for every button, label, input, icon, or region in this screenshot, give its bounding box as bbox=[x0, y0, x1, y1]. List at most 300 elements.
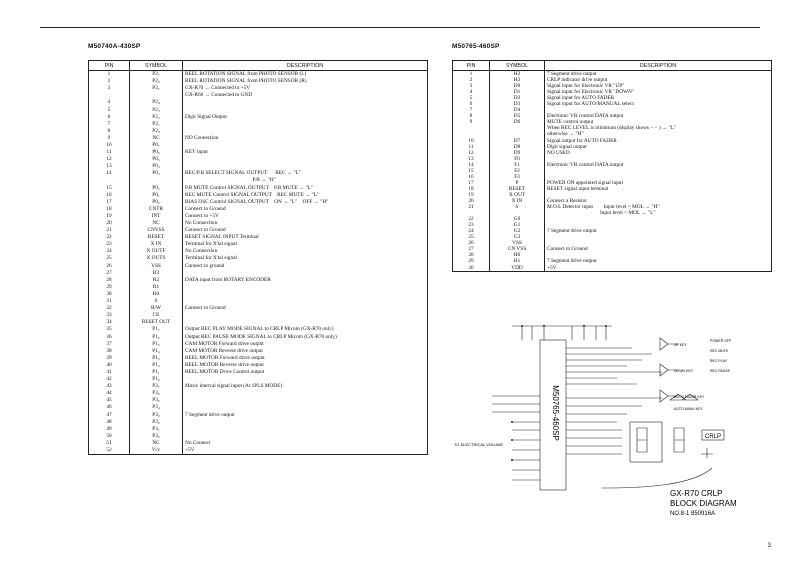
pin-description: CRLP indicator drive output bbox=[545, 77, 772, 83]
caption-line-1: GX-R70 CRLP bbox=[670, 489, 723, 498]
pin-number: 50 bbox=[106, 432, 112, 439]
pin-symbol: P1₂ bbox=[130, 362, 183, 369]
pin-symbol: P2₇ bbox=[130, 71, 183, 79]
table-row bbox=[89, 156, 428, 163]
pin-number: 19 bbox=[106, 212, 112, 219]
pin-number: 26 bbox=[106, 262, 112, 269]
pin-number: 28 bbox=[468, 252, 474, 259]
pin-description: POWER ON appointed signal input bbox=[545, 180, 772, 186]
pin-description bbox=[183, 298, 428, 305]
pin-description bbox=[183, 99, 428, 106]
pin-description bbox=[183, 156, 428, 163]
pin-number: 41 bbox=[106, 368, 112, 375]
pin-symbol: S bbox=[490, 204, 545, 210]
pin-number: 17 bbox=[106, 198, 112, 205]
pin-description bbox=[183, 270, 428, 277]
table-row bbox=[89, 199, 428, 206]
pin-symbol: CNVSS bbox=[130, 227, 183, 234]
pin-symbol: X OUTF bbox=[130, 248, 183, 255]
pin-description bbox=[183, 128, 428, 135]
pin-number: 35 bbox=[106, 326, 112, 333]
pin-description: Signal input for AUTO/MANUAL select bbox=[545, 101, 772, 107]
right-pin-table bbox=[452, 60, 772, 272]
button-label: AUTO FADER KEY bbox=[674, 395, 705, 399]
pin-number: 29 bbox=[106, 283, 112, 290]
pin-number bbox=[89, 177, 130, 184]
table-row bbox=[89, 362, 428, 369]
pin-number: 36 bbox=[106, 333, 112, 340]
pin-number: 27 bbox=[468, 246, 474, 253]
pin-number: 27 bbox=[106, 269, 112, 276]
pin-description: 7 Segment drive output bbox=[545, 228, 772, 234]
pin-number: 13 bbox=[106, 163, 112, 170]
pin-symbol: P0₅ bbox=[130, 156, 183, 163]
table-row bbox=[89, 99, 428, 106]
pin-symbol: P3₀ bbox=[130, 433, 183, 440]
pin-description bbox=[183, 121, 428, 128]
top-rule bbox=[40, 27, 760, 28]
pin-symbol bbox=[130, 92, 183, 99]
pin-number: 25 bbox=[468, 234, 474, 241]
pin-number: 44 bbox=[106, 390, 112, 397]
pin-number: 4 bbox=[107, 99, 111, 106]
table-row bbox=[89, 305, 428, 312]
pin-description: BIAS OSC Control SIGNAL OUTPUT ON → "L" OFF → "H" bbox=[183, 199, 428, 206]
pin-description bbox=[183, 284, 428, 291]
pin-symbol: RESET OUT bbox=[130, 319, 183, 326]
pin-number: 6 bbox=[107, 113, 111, 120]
pin-description bbox=[183, 312, 428, 319]
table-row bbox=[89, 383, 428, 390]
table-row bbox=[89, 142, 428, 149]
button-label: AUTO MANU KEY bbox=[674, 407, 703, 411]
pin-symbol: D5 bbox=[490, 113, 545, 119]
pin-symbol: F3 bbox=[490, 174, 545, 180]
caption-line-3: NO.8-1 850916A bbox=[670, 511, 716, 517]
pin-number: 23 bbox=[106, 241, 112, 248]
pin-number: 37 bbox=[106, 340, 112, 347]
table-row bbox=[89, 78, 428, 85]
pin-symbol: P1₇ bbox=[130, 326, 183, 333]
pin-description: Connect a Resistor bbox=[545, 198, 772, 204]
table-row bbox=[89, 163, 428, 170]
pin-number: 10 bbox=[106, 141, 112, 148]
pin-number: 30 bbox=[106, 290, 112, 297]
pin-number: 14 bbox=[468, 161, 474, 168]
pin-description: Connect to Ground bbox=[545, 246, 772, 252]
pin-description bbox=[183, 142, 428, 149]
pin-description: MUTE control output bbox=[545, 119, 772, 125]
pin-number: 43 bbox=[106, 383, 112, 390]
table-row bbox=[89, 135, 428, 142]
table-row bbox=[89, 121, 428, 128]
table-row bbox=[89, 298, 428, 305]
pin-symbol: P3₆ bbox=[130, 390, 183, 397]
pin-description: RESET signal input terminal bbox=[545, 186, 772, 192]
pin-description: Terminal for X'tal signal bbox=[183, 255, 428, 262]
pin-number: 24 bbox=[106, 248, 112, 255]
pin-description bbox=[183, 426, 428, 433]
pin-number: 22 bbox=[468, 216, 474, 223]
table-row bbox=[89, 234, 428, 241]
button-label: DOWN KEY bbox=[674, 369, 694, 373]
pin-symbol: F2 bbox=[490, 168, 545, 174]
pin-symbol: H0 bbox=[490, 252, 545, 258]
pin-description: CAM MOTOR Reverse drive output bbox=[183, 348, 428, 355]
table-row bbox=[453, 265, 772, 272]
pin-number: 31 bbox=[106, 298, 112, 305]
pin-number: 20 bbox=[468, 198, 474, 204]
pin-symbol: CN VSS bbox=[490, 246, 545, 252]
pin-description bbox=[183, 404, 428, 411]
table-row bbox=[89, 348, 428, 355]
pin-symbol: G1 bbox=[490, 222, 545, 228]
pin-description: DATA input from ROTARY ENCODER bbox=[183, 277, 428, 284]
pin-description bbox=[183, 163, 428, 170]
table-row bbox=[89, 284, 428, 291]
pin-symbol: G3 bbox=[490, 234, 545, 240]
table-row bbox=[89, 185, 428, 192]
right-table-title: M50765-460SP bbox=[452, 43, 500, 50]
pin-symbol: Vcc bbox=[130, 447, 183, 455]
pin-number: 5 bbox=[469, 95, 473, 102]
pin-number: 11 bbox=[468, 143, 474, 150]
pin-description: Output REC PAUSE MODE SIGNAL to CRLP Micom (GX-R70 only) bbox=[183, 333, 428, 340]
output-label: POWER OFF bbox=[710, 339, 732, 343]
pin-description: REEL ROTATION SIGNAL from PHOTO SENSOR (L) bbox=[183, 71, 428, 79]
pin-description: +5V bbox=[183, 447, 428, 455]
table-row bbox=[89, 426, 428, 433]
table-row bbox=[89, 106, 428, 113]
pin-symbol: H1 bbox=[490, 258, 545, 264]
table-row bbox=[89, 355, 428, 362]
table-row bbox=[89, 390, 428, 397]
chip-label: M50765-460SP bbox=[551, 385, 560, 441]
pin-symbol: VDD bbox=[490, 265, 545, 272]
pin-symbol: G0 bbox=[490, 216, 545, 222]
table-row bbox=[89, 333, 428, 340]
pin-number: 1 bbox=[107, 71, 111, 78]
pin-symbol: VSS bbox=[490, 240, 545, 246]
table-row bbox=[89, 419, 428, 426]
pin-symbol: P2₃ bbox=[130, 106, 183, 113]
pin-symbol: P3₂ bbox=[130, 419, 183, 426]
pin-number: 2 bbox=[107, 78, 111, 85]
pin-description: Connect to ground bbox=[183, 263, 428, 270]
pin-description: REEL MOTOR Forward drive output bbox=[183, 355, 428, 362]
pin-description: REEL MOTOR Drive Control output bbox=[183, 369, 428, 376]
table-row bbox=[89, 447, 428, 455]
table-row bbox=[89, 206, 428, 213]
pin-symbol: NC bbox=[130, 220, 183, 227]
pin-number: 39 bbox=[106, 354, 112, 361]
table-row bbox=[89, 369, 428, 376]
pin-description: Output REC PLAY MODE SIGNAL to CRLP Micom (GX-R70 only) bbox=[183, 326, 428, 333]
pin-description: Signal input for Electronic VR "UP" bbox=[545, 83, 772, 89]
pin-symbol: F0 bbox=[490, 156, 545, 162]
pin-symbol: F1 bbox=[490, 162, 545, 168]
pin-description: 7 Segment drive output bbox=[183, 412, 428, 419]
pin-description: REC/P.B SELECT SIGNAL OUTPUT REC → "L" bbox=[183, 170, 428, 177]
pin-number: 4 bbox=[469, 89, 473, 96]
pin-symbol: INT bbox=[130, 213, 183, 220]
pin-symbol: H3 bbox=[490, 77, 545, 83]
pin-description bbox=[183, 419, 428, 426]
table-row bbox=[89, 341, 428, 348]
pin-number: 12 bbox=[106, 156, 112, 163]
pin-number: 19 bbox=[468, 191, 474, 198]
side-label: TO ELECTRICAL VOLUME bbox=[454, 442, 504, 447]
table-row bbox=[89, 277, 428, 284]
table-row bbox=[89, 149, 428, 156]
digit-1 bbox=[637, 428, 647, 452]
pin-number: 2 bbox=[469, 77, 473, 84]
pin-description: +5V bbox=[545, 265, 772, 272]
col-pin: PIN bbox=[453, 61, 490, 71]
pin-number: 42 bbox=[106, 376, 112, 383]
pin-symbol: D6 bbox=[490, 119, 545, 125]
pin-number: 48 bbox=[106, 418, 112, 425]
pin-symbol: CE bbox=[130, 312, 183, 319]
pin-number: 21 bbox=[106, 227, 112, 234]
pin-description: REEL ROTATION SIGNAL from PHOTO SENSOR (R) bbox=[183, 78, 428, 85]
pin-number: 7 bbox=[107, 120, 111, 127]
pin-symbol: VSS bbox=[130, 263, 183, 270]
table-row bbox=[89, 433, 428, 440]
pin-symbol: R3 bbox=[130, 270, 183, 277]
pin-number: 22 bbox=[106, 234, 112, 241]
pin-symbol: D2 bbox=[490, 95, 545, 101]
pin-description: REEL MOTOR Reverse drive output bbox=[183, 362, 428, 369]
table-row bbox=[89, 71, 428, 79]
pin-symbol: D1 bbox=[490, 89, 545, 95]
table-row bbox=[89, 326, 428, 333]
pin-number: 51 bbox=[106, 439, 112, 446]
pin-description: 7 Segment drive output bbox=[545, 71, 772, 78]
pin-number: 17 bbox=[468, 179, 474, 186]
pin-symbol: P3₄ bbox=[130, 404, 183, 411]
table-row bbox=[89, 291, 428, 298]
digit-2 bbox=[674, 428, 684, 452]
table-row bbox=[89, 397, 428, 404]
pin-description: 7 Segment drive output bbox=[545, 258, 772, 264]
pin-number: 9 bbox=[469, 119, 473, 126]
pin-number: 49 bbox=[106, 425, 112, 432]
pin-symbol: R1 bbox=[130, 284, 183, 291]
caption-line-2: BLOCK DIAGRAM bbox=[670, 499, 737, 508]
pin-number: 24 bbox=[468, 228, 474, 235]
pin-symbol: D7 bbox=[490, 138, 545, 144]
table-row bbox=[89, 92, 428, 99]
pin-number: 29 bbox=[468, 258, 474, 265]
pin-symbol: P0₆ bbox=[130, 149, 183, 156]
table-row bbox=[89, 192, 428, 199]
pin-symbol: P1₀ bbox=[130, 376, 183, 383]
pin-symbol: D8 bbox=[490, 144, 545, 150]
output-label: REC MUTE bbox=[710, 349, 729, 353]
pin-symbol: NC bbox=[130, 440, 183, 447]
table-row bbox=[89, 114, 428, 121]
pin-symbol: X OUT bbox=[490, 192, 545, 198]
pin-number: 47 bbox=[106, 411, 112, 418]
pin-symbol: P2₁ bbox=[130, 121, 183, 128]
pin-symbol: P0₄ bbox=[130, 163, 183, 170]
col-description: DESCRIPTION bbox=[183, 61, 428, 71]
pin-description: No Connection bbox=[183, 248, 428, 255]
pin-description: otherwise → "H" bbox=[545, 131, 772, 137]
pin-description: Connect to +5V bbox=[183, 213, 428, 220]
pin-number: 16 bbox=[468, 173, 474, 180]
pin-description: Signal input for AUTO FADER bbox=[545, 95, 772, 101]
pin-description bbox=[183, 433, 428, 440]
pin-description: CAM MOTOR Forward drive output bbox=[183, 341, 428, 348]
pin-description: Electronic VR control DATA output bbox=[545, 113, 772, 119]
pin-number: 9 bbox=[107, 134, 111, 141]
table-row bbox=[89, 263, 428, 270]
pin-description bbox=[183, 106, 428, 113]
pin-symbol: P0₃ bbox=[130, 170, 183, 177]
pin-description: No Connection bbox=[183, 220, 428, 227]
pin-number: 45 bbox=[106, 397, 112, 404]
pin-number: 25 bbox=[106, 255, 112, 262]
pin-description: When REC LEVEL is minimum (display shows − − ) → "L" bbox=[545, 125, 772, 131]
pin-description bbox=[183, 291, 428, 298]
table-row bbox=[89, 412, 428, 419]
pin-description: Signal output for AUTO FADER bbox=[545, 138, 772, 144]
pin-symbol: P0₇ bbox=[130, 142, 183, 149]
pin-symbol: R0 bbox=[130, 291, 183, 298]
pin-number: 11 bbox=[106, 149, 112, 156]
pin-number: 7 bbox=[469, 107, 473, 114]
pin-symbol: X IN bbox=[490, 198, 545, 204]
pin-number: 3 bbox=[469, 83, 473, 90]
pin-symbol: P2₀ bbox=[130, 128, 183, 135]
pin-description: P.B MUTE Control SIGNAL OUTPUT P.B MUTE → "L" bbox=[183, 185, 428, 192]
pin-number: 12 bbox=[468, 149, 474, 156]
pin-description bbox=[183, 397, 428, 404]
pin-symbol: RESET bbox=[130, 234, 183, 241]
pin-number: 15 bbox=[106, 184, 112, 191]
pin-number: 52 bbox=[106, 447, 112, 454]
table-row bbox=[89, 312, 428, 319]
pin-symbol: R/W bbox=[130, 305, 183, 312]
pin-description: KEY input bbox=[183, 149, 428, 156]
col-symbol: SYMBOL bbox=[490, 61, 545, 71]
pin-description: GX-R70 → Connected to +5V bbox=[183, 85, 428, 92]
table-row bbox=[89, 227, 428, 234]
pin-symbol: P2₆ bbox=[130, 78, 183, 85]
pin-number: 5 bbox=[107, 106, 111, 113]
pin-symbol: R2 bbox=[130, 277, 183, 284]
table-row bbox=[89, 85, 428, 92]
pin-number: 8 bbox=[107, 127, 111, 134]
pin-number: 1 bbox=[469, 71, 473, 78]
pin-symbol: P0₀ bbox=[130, 199, 183, 206]
table-row bbox=[89, 440, 428, 447]
pin-description: Digit Signal Output bbox=[183, 114, 428, 121]
pin-symbol: P1₄ bbox=[130, 348, 183, 355]
pin-number: 32 bbox=[106, 305, 112, 312]
pin-description: NO USED bbox=[545, 150, 772, 156]
pin-description: Signal input for Electronic VR "DOWN" bbox=[545, 89, 772, 95]
pin-symbol: P2₂ bbox=[130, 114, 183, 121]
pin-symbol: P3₇ bbox=[130, 383, 183, 390]
pin-symbol: CNTR bbox=[130, 206, 183, 213]
pin-symbol: X OUTS bbox=[130, 255, 183, 262]
pin-description: NO Connection bbox=[183, 135, 428, 142]
table-row bbox=[89, 241, 428, 248]
button-label: UP KEY bbox=[674, 343, 687, 347]
pin-symbol: P2₄ bbox=[130, 99, 183, 106]
pin-symbol: P1₅ bbox=[130, 341, 183, 348]
pin-number: 10 bbox=[468, 137, 474, 144]
output-label: REC PAUSE bbox=[710, 369, 730, 373]
table-row bbox=[89, 213, 428, 220]
pin-number: 46 bbox=[106, 404, 112, 411]
pin-description: Digit signal output bbox=[545, 144, 772, 150]
pin-symbol: P1₁ bbox=[130, 369, 183, 376]
table-row bbox=[89, 177, 428, 184]
pin-number: 34 bbox=[106, 319, 112, 326]
pin-description: M.O.L Detector input Input level > MOL → "H" bbox=[545, 204, 772, 210]
pin-number: 8 bbox=[469, 113, 473, 120]
pin-symbol: P2₅ bbox=[130, 85, 183, 92]
pin-description bbox=[183, 390, 428, 397]
pin-symbol: D9 bbox=[490, 150, 545, 156]
pin-symbol: P3₁ bbox=[130, 426, 183, 433]
table-row bbox=[89, 404, 428, 411]
pin-number: 13 bbox=[468, 155, 474, 162]
left-table-title: M50740A-430SP bbox=[88, 43, 141, 50]
table-row bbox=[89, 128, 428, 135]
pin-symbol: P1₃ bbox=[130, 355, 183, 362]
pin-description: REC MUTE Control SIGNAL OUTPUT REC MUTE → "L" bbox=[183, 192, 428, 199]
pin-number bbox=[89, 92, 130, 99]
pin-number: 26 bbox=[468, 240, 474, 247]
pin-symbol: P0₁ bbox=[130, 192, 183, 199]
page-number: 3 bbox=[767, 543, 771, 549]
pin-number: 14 bbox=[106, 170, 112, 177]
pin-description: Electronic VR control DATA output bbox=[545, 162, 772, 168]
table-row bbox=[89, 220, 428, 227]
pin-symbol: D3 bbox=[490, 101, 545, 107]
pin-symbol: P3₃ bbox=[130, 412, 183, 419]
pin-number: 23 bbox=[468, 222, 474, 229]
pin-number: 20 bbox=[106, 220, 112, 227]
pin-symbol: H2 bbox=[490, 71, 545, 78]
pin-symbol: G2 bbox=[490, 228, 545, 234]
col-description: DESCRIPTION bbox=[545, 61, 772, 71]
pin-number: 3 bbox=[107, 85, 111, 92]
pin-number: 18 bbox=[468, 185, 474, 192]
pin-symbol: D0 bbox=[490, 83, 545, 89]
pin-symbol: D4 bbox=[490, 107, 545, 113]
pin-number: 30 bbox=[468, 264, 474, 271]
pin-symbol: P0₂ bbox=[130, 185, 183, 192]
block-diagram bbox=[452, 318, 772, 520]
pin-symbol bbox=[130, 177, 183, 184]
pin-description: Connect to Ground bbox=[183, 305, 428, 312]
output-label: REC PLAY bbox=[710, 359, 728, 363]
pin-description: Terminal for X'tal signal bbox=[183, 241, 428, 248]
crlp-box-label: CRLP bbox=[704, 434, 722, 440]
pin-symbol: 0 bbox=[130, 298, 183, 305]
left-pin-table bbox=[88, 60, 428, 455]
col-pin: PIN bbox=[89, 61, 130, 71]
pin-symbol: P3₅ bbox=[130, 397, 183, 404]
pin-description: Connect to Ground bbox=[183, 206, 428, 213]
pin-number: 33 bbox=[106, 312, 112, 319]
